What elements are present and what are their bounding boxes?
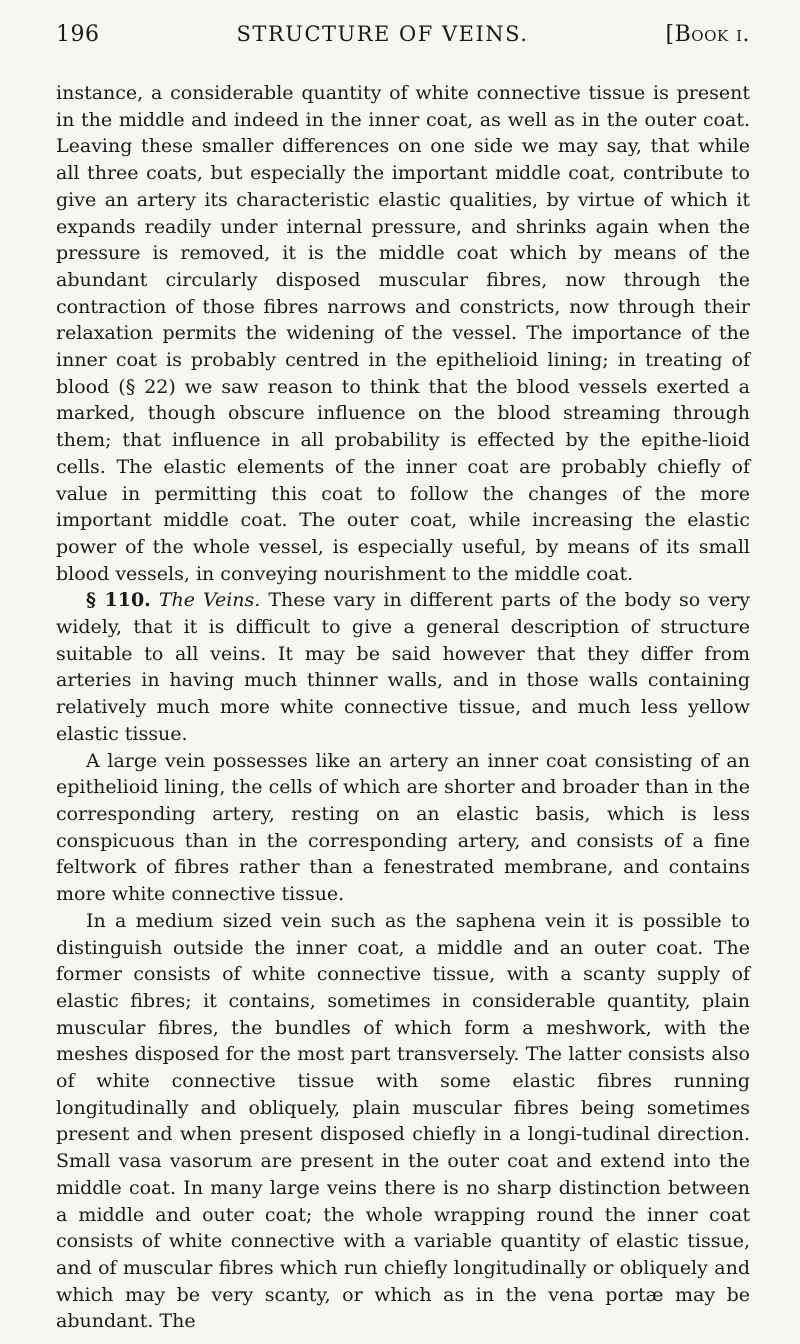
- paragraph-3: A large vein possesses like an artery an inner coat consisting of an epithelioid lining, the cells of which are shorter and broader than in the corresponding artery, resting on an elastic basis, which is less conspicuous than in the corresponding artery, and consists of a fine feltwork of fibres rather than a fenestrated membrane, and contains more white connective tissue.: [56, 749, 750, 906]
- page-number: 196: [56, 22, 100, 47]
- section-title: The Veins.: [158, 589, 261, 612]
- section-number: § 110.: [86, 589, 151, 612]
- page-header: [56, 22, 750, 52]
- paragraph-4: In a medium sized vein such as the saphena vein it is possible to distinguish outside the inner coat, a middle and an outer coat. The former consists of white connective tissue, with a scanty supply of elastic fibres; it contains, sometimes in considerable quantity, plain muscular fibres, the bundles of which form a meshwork, with the meshes disposed for the most part transversely. The latter consists also of white connective tissue with some elastic fibres running longitudinally and obliquely, plain muscular fibres being sometimes present and when present disposed chiefly in a longi-tudinal direction. Small vasa vasorum are present in the outer coat and extend into the middle coat. In many large veins there is no sharp distinction between a middle and outer coat; the whole wrapping round the inner coat consists of white connective with a variable quantity of elastic tissue, and of muscular fibres which run chiefly longitudinally or obliquely and which may be very scanty, or which as in the vena portæ may be abundant. The: [56, 909, 750, 1333]
- paragraph-1: instance, a considerable quantity of white connective tissue is present in the middle and indeed in the inner coat, as well as in the outer coat. Leaving these smaller differences on one side we may say, that while all three coats, but especially the important middle coat, contribute to give an artery its characteristic elastic qualities, by virtue of which it expands readily under internal pressure, and shrinks again when the pressure is removed, it is the middle coat which by means of the abundant circularly disposed muscular fibres, now through the contraction of those fibres narrows and constricts, now through their relaxation permits the widening of the vessel. The importance of the inner coat is probably centred in the epithelioid lining; in treating of blood (§ 22) we saw reason to think that the blood vessels exerted a marked, though obscure influence on the blood streaming through them; that influence in all probability is effected by the epithe-lioid cells. The elastic elements of the inner coat are probably chiefly of value in permitting this coat to follow the changes of the more important middle coat. The outer coat, while increasing the elastic power of the whole vessel, is especially useful, by means of its small blood vessels, in conveying nourishment to the middle coat.: [56, 82, 750, 585]
- running-title: STRUCTURE OF VEINS.: [236, 22, 529, 46]
- book-label: [Book i.: [665, 22, 750, 47]
- book-page: [56, 22, 750, 1335]
- paragraph-2-text: These vary in different parts of the body so very widely, that it is difficult to give a general description of structure suitable to all veins. It may be said however that they differ from arteries in having much thinner walls, and in those walls containing relatively much more white connective tissue, and much less yellow elastic tissue.: [56, 589, 750, 745]
- paragraph-2: [56, 587, 750, 747]
- body-text: [56, 80, 750, 1335]
